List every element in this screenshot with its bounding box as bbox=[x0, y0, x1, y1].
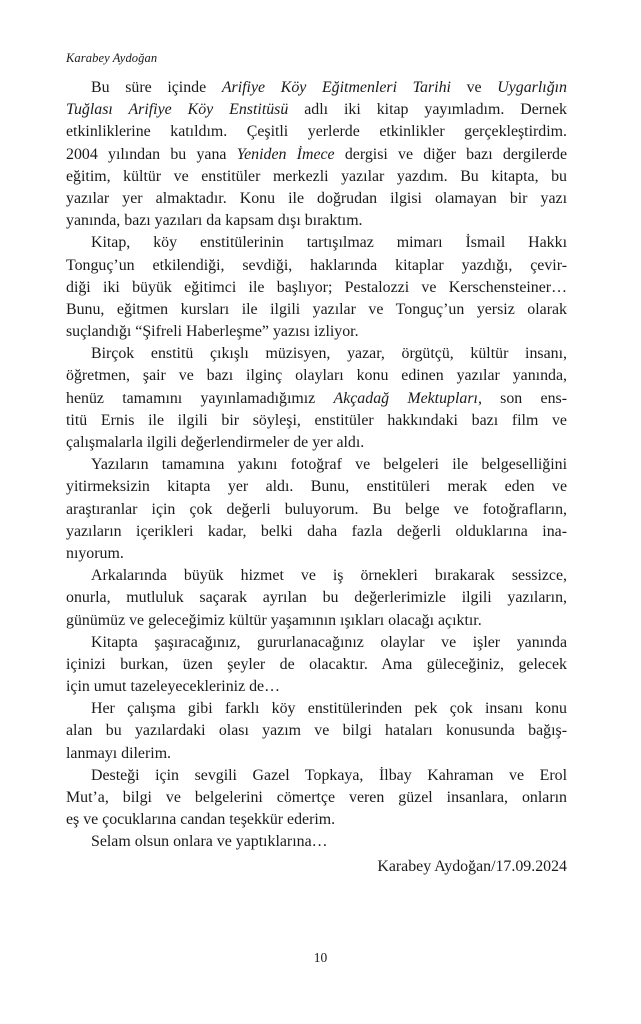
text-line bbox=[66, 720, 567, 742]
text-line bbox=[66, 632, 567, 654]
paragraph bbox=[66, 632, 567, 699]
running-header: Karabey Aydoğan bbox=[66, 51, 158, 65]
text-line bbox=[66, 610, 567, 632]
text-line bbox=[66, 654, 567, 676]
text-line bbox=[66, 121, 567, 143]
text-line bbox=[66, 321, 567, 343]
text-run: dergisi ve diğer bazı dergilerde bbox=[334, 145, 567, 163]
text-line bbox=[66, 343, 567, 365]
text-line bbox=[66, 410, 567, 432]
text-run: diği iki büyük eğitimci ile başlıyor; Pestalozzi ve Kerschensteiner… bbox=[66, 278, 567, 296]
italic-title: Akçadağ Mektupları, bbox=[333, 389, 482, 407]
text-run: Birçok enstitü çıkışlı müzisyen, yazar, örgütçü, kültür insanı, bbox=[91, 345, 567, 363]
text-run: Arkalarında büyük hizmet ve iş örnekleri bırakarak sessizce, bbox=[91, 567, 567, 585]
text-run: lanmayı dilerim. bbox=[66, 744, 172, 762]
text-line bbox=[66, 809, 567, 831]
italic-title: Arifiye Köy Eğitmenleri Tarihi bbox=[221, 79, 451, 96]
text-line bbox=[66, 743, 567, 765]
text-run: etkinliklerine katıldım. Çeşitli yerlerde etkinlikler gerçekleştirdim. bbox=[66, 123, 567, 141]
text-line bbox=[66, 499, 567, 521]
text-run: Kitap, köy enstitülerinin tartışılmaz mimarı İsmail Hakkı bbox=[91, 234, 567, 252]
paragraph bbox=[66, 831, 567, 853]
text-run: nıyorum. bbox=[66, 544, 124, 562]
text-line bbox=[66, 99, 567, 121]
text-line bbox=[66, 565, 567, 587]
text-line bbox=[66, 787, 567, 809]
page-number: 10 bbox=[313, 950, 328, 965]
text-line bbox=[66, 676, 567, 698]
text-line bbox=[66, 432, 567, 454]
text-run: içinizi burkan, üzen şeyler de olacaktır. Ama güleceğiniz, gelecek bbox=[66, 655, 567, 673]
text-run: Tonguç’un etkilendiği, sevdiği, haklarında kitaplar yazdığı, çevir- bbox=[66, 256, 567, 274]
text-run: titü Ernis ile ilgili bir söyleşi, enstitüler hakkındaki bazı film ve bbox=[66, 411, 567, 429]
text-line bbox=[66, 587, 567, 609]
paragraph bbox=[66, 77, 567, 232]
text-run: ve bbox=[450, 79, 498, 96]
author-signature-line: Karabey Aydoğan/17.09.2024 bbox=[377, 858, 567, 875]
text-run: Bunu, eğitmen kursları ile ilgili yazılar ve Tonguç’un yersiz olarak bbox=[66, 300, 567, 318]
paragraph bbox=[66, 765, 567, 832]
text-line bbox=[66, 299, 567, 321]
text-line bbox=[66, 77, 567, 99]
text-run: Selam olsun onlara ve yaptıklarına… bbox=[91, 833, 328, 851]
text-run: araştıranlar için çok değerli buluyorum. Bu belge ve fotoğrafların, bbox=[66, 500, 567, 518]
text-run: Mut’a, bilgi ve belgelerini cömertçe veren güzel insanlara, onların bbox=[66, 789, 567, 806]
text-line bbox=[66, 698, 567, 720]
text-run: onurla, mutluluk saçarak ayrılan bu değerlerimizle ilgili yazıların, bbox=[66, 589, 567, 607]
text-line bbox=[66, 365, 567, 387]
text-run: için umut tazeleyecekleriniz de… bbox=[66, 678, 280, 696]
text-line bbox=[66, 210, 567, 232]
text-line bbox=[66, 388, 567, 410]
text-line bbox=[66, 255, 567, 277]
text-run: henüz tamamını yayınlamadığımız bbox=[66, 389, 334, 407]
text-line bbox=[66, 232, 567, 254]
text-run: alan bu yazılardaki olası yazım ve bilgi hataları konusunda bağış- bbox=[66, 722, 567, 740]
text-line bbox=[66, 543, 567, 565]
text-run: öğretmen, şair ve bazı ilginç olayları konu edinen yazılar yanında, bbox=[66, 367, 567, 385]
text-line bbox=[66, 476, 567, 498]
text-run: suçlandığı “Şifreli Haberleşme” yazısı izliyor. bbox=[66, 323, 359, 341]
paragraph bbox=[66, 232, 567, 343]
text-line bbox=[66, 765, 567, 787]
paragraph bbox=[66, 343, 567, 454]
text-line bbox=[66, 277, 567, 299]
paragraph bbox=[66, 565, 567, 632]
text-run: çalışmalarla ilgili değerlendirmeler de yer aldı. bbox=[66, 434, 365, 451]
text-run: son ens- bbox=[481, 389, 567, 407]
text-run: adlı iki kitap yayımladım. Dernek bbox=[288, 101, 567, 119]
italic-title: Yeniden İmece bbox=[236, 145, 335, 163]
text-line bbox=[66, 831, 567, 853]
text-run: yazılar yer almaktadır. Konu ile doğrudan ilgisi olamayan bir yazı bbox=[66, 189, 567, 207]
text-run: Kitapta şaşıracağınız, gururlanacağınız olaylar ve işler yanında bbox=[91, 633, 567, 651]
italic-title: Uygarlığın bbox=[497, 79, 568, 96]
text-run: eş ve çocuklarına candan teşekkür ederim. bbox=[66, 811, 336, 829]
italic-title: Tuğlası Arifiye Köy Enstitüsü bbox=[66, 101, 289, 119]
paragraph bbox=[66, 454, 567, 565]
text-line bbox=[66, 454, 567, 476]
text-line bbox=[66, 188, 567, 210]
body-text bbox=[66, 77, 567, 854]
text-run: yanında, bazı yazıları da kapsam dışı bıraktım. bbox=[66, 212, 363, 230]
text-run: günümüz ve geleceğimiz kültür yaşamının ışıkları olacağı açıktır. bbox=[66, 611, 482, 629]
text-run: Yazıların tamamına yakını fotoğraf ve belgeleri ile belgeselliğini bbox=[91, 456, 567, 474]
text-line bbox=[66, 521, 567, 543]
paragraph bbox=[66, 698, 567, 765]
text-run: eğitim, kültür ve enstitüler merkezli yazılar yazdım. Bu kitapta, bu bbox=[66, 167, 567, 185]
text-line bbox=[66, 166, 567, 188]
text-run: yazıların içerikleri kadar, belki daha fazla değerli olduklarına ina- bbox=[66, 522, 567, 540]
text-run: Her çalışma gibi farklı köy enstitülerinden pek çok insanı konu bbox=[91, 700, 567, 718]
text-run: Bu süre içinde bbox=[91, 79, 222, 96]
text-line bbox=[66, 144, 567, 166]
text-run: yitirmeksizin kitapta yer aldı. Bunu, enstitüleri merak eden ve bbox=[66, 478, 567, 496]
text-run: 2004 yılından bu yana bbox=[66, 145, 237, 163]
text-run: Desteği için sevgili Gazel Topkaya, İlbay Kahraman ve Erol bbox=[91, 766, 567, 784]
